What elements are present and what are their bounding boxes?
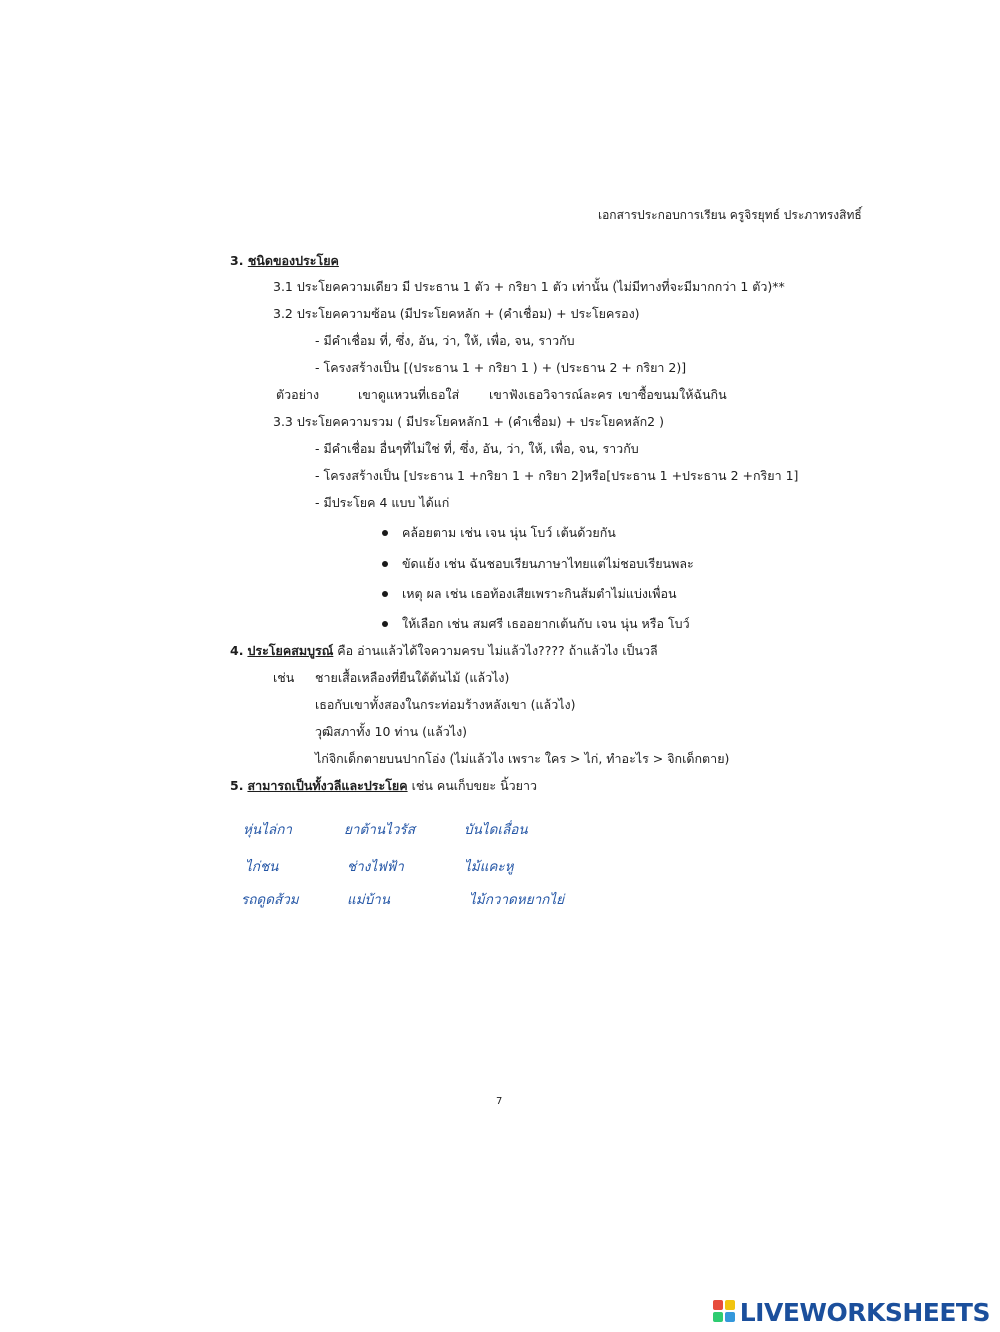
handwritten-word: ไก่ชน <box>245 859 279 875</box>
bullet-dot <box>382 591 388 597</box>
liveworksheets-logo[interactable] <box>713 1298 990 1326</box>
section-4-example: วุฒิสภาทั้ง 10 ท่าน (แล้วไง) <box>315 724 468 739</box>
section-3-heading <box>230 253 339 269</box>
section-4-example-label: เช่น <box>273 670 295 685</box>
section-3-2: 3.2 ประโยคความซ้อน (มีประโยคหลัก + (คำเชื่อม) + ประโยครอง) <box>273 306 640 321</box>
page-header: เอกสารประกอบการเรียน ครูจิรยุทธ์ ประภาทรงสิทธิ์ <box>598 208 862 222</box>
logo-cubes-icon <box>713 1300 737 1324</box>
logo-cube <box>725 1300 735 1310</box>
section-4-title: ประโยคสมบูรณ์ <box>247 643 334 658</box>
section-3-3-types: - มีประโยค 4 แบบ ได้แก่ <box>315 495 450 510</box>
example-label: ตัวอย่าง <box>276 387 320 402</box>
handwritten-word: ช่างไฟฟ้า <box>347 859 404 875</box>
section-3-3-structure: - โครงสร้างเป็น [ประธาน 1 +กริยา 1 + กริยา 2]หรือ[ประธาน 1 +ประธาน 2 +กริยา 1] <box>315 468 799 483</box>
handwritten-word: ไม้กวาดหยากไย่ <box>469 892 565 908</box>
handwritten-word: รถดูดส้วม <box>241 892 299 908</box>
logo-cube <box>713 1300 723 1310</box>
bullet-dot <box>382 621 388 627</box>
section-4-description: คือ อ่านแล้วได้ใจความครบ ไม่แล้วไง???? ถ้าแล้วไง เป็นวลี <box>333 643 658 658</box>
section-3-2-connectors: - มีคำเชื่อม ที่, ซึ่ง, อัน, ว่า, ให้, เพื่อ, จน, ราวกับ <box>315 333 575 348</box>
bullet-dot <box>382 561 388 567</box>
bullet-item: ให้เลือก เช่น สมศรี เธออยากเต้นกับ เจน นุ่น หรือ โบว์ <box>402 616 690 631</box>
example-1: เขาดูแหวนที่เธอใส่ <box>358 387 460 402</box>
section-4-heading <box>230 643 658 659</box>
section-4-example: เธอกับเขาทั้งสองในกระท่อมร้างหลังเขา (แล้วไง) <box>315 697 576 712</box>
handwritten-word: บันไดเลื่อน <box>464 822 528 838</box>
page-number: 7 <box>496 1096 503 1107</box>
example-3: เขาซื้อขนมให้ฉันกิน <box>618 387 727 402</box>
section-5-description: เช่น คนเก็บขยะ นิ้วยาว <box>407 778 538 793</box>
handwritten-word: แม่บ้าน <box>347 892 390 908</box>
section-3-number: 3. <box>230 253 244 268</box>
section-5-title: สามารถเป็นทั้งวลีและประโยค <box>247 778 408 793</box>
section-4-example: ชายเสื้อเหลืองที่ยืนใต้ต้นไม้ (แล้วไง) <box>315 670 510 685</box>
section-3-title: ชนิดของประโยค <box>247 253 339 268</box>
section-3-2-structure: - โครงสร้างเป็น [(ประธาน 1 + กริยา 1 ) + (ประธาน 2 + กริยา 2)] <box>315 360 687 375</box>
section-4-number: 4. <box>230 643 244 658</box>
section-5-heading <box>230 778 537 794</box>
example-2: เขาฟังเธอวิจารณ์ละคร <box>489 387 613 402</box>
section-4-example: ไก่จิกเด็กตายบนปากโอ่ง (ไม่แล้วไง เพราะ ใคร > ไก่, ทำอะไร > จิกเด็กตาย) <box>315 751 730 766</box>
section-5-number: 5. <box>230 778 244 793</box>
section-3-1: 3.1 ประโยคความเดียว มี ประธาน 1 ตัว + กริยา 1 ตัว เท่านั้น (ไม่มีทางที่จะมีมากกว่า 1 ตัว)** <box>273 279 785 294</box>
bullet-item: เหตุ ผล เช่น เธอท้องเสียเพราะกินส้มตำไม่แบ่งเพื่อน <box>402 586 677 601</box>
logo-text: LIVEWORKSHEETS <box>739 1297 990 1327</box>
section-3-3: 3.3 ประโยคความรวม ( มีประโยคหลัก1 + (คำเชื่อม) + ประโยคหลัก2 ) <box>273 414 664 429</box>
bullet-item: ขัดแย้ง เช่น ฉันชอบเรียนภาษาไทยแต่ไม่ชอบเรียนพละ <box>402 556 694 571</box>
bullet-dot <box>382 530 388 536</box>
handwritten-word: หุ่นไล่กา <box>243 822 292 838</box>
logo-cube <box>725 1312 735 1322</box>
section-3-3-connectors: - มีคำเชื่อม อื่นๆที่ไม่ใช่ ที่, ซึ่ง, อัน, ว่า, ให้, เพื่อ, จน, ราวกับ <box>315 441 639 456</box>
bullet-item: คล้อยตาม เช่น เจน นุ่น โบว์ เต้นด้วยกัน <box>402 525 616 540</box>
handwritten-word: ยาต้านไวรัส <box>344 822 415 838</box>
handwritten-word: ไม้แคะหู <box>464 859 514 875</box>
logo-cube <box>713 1312 723 1322</box>
